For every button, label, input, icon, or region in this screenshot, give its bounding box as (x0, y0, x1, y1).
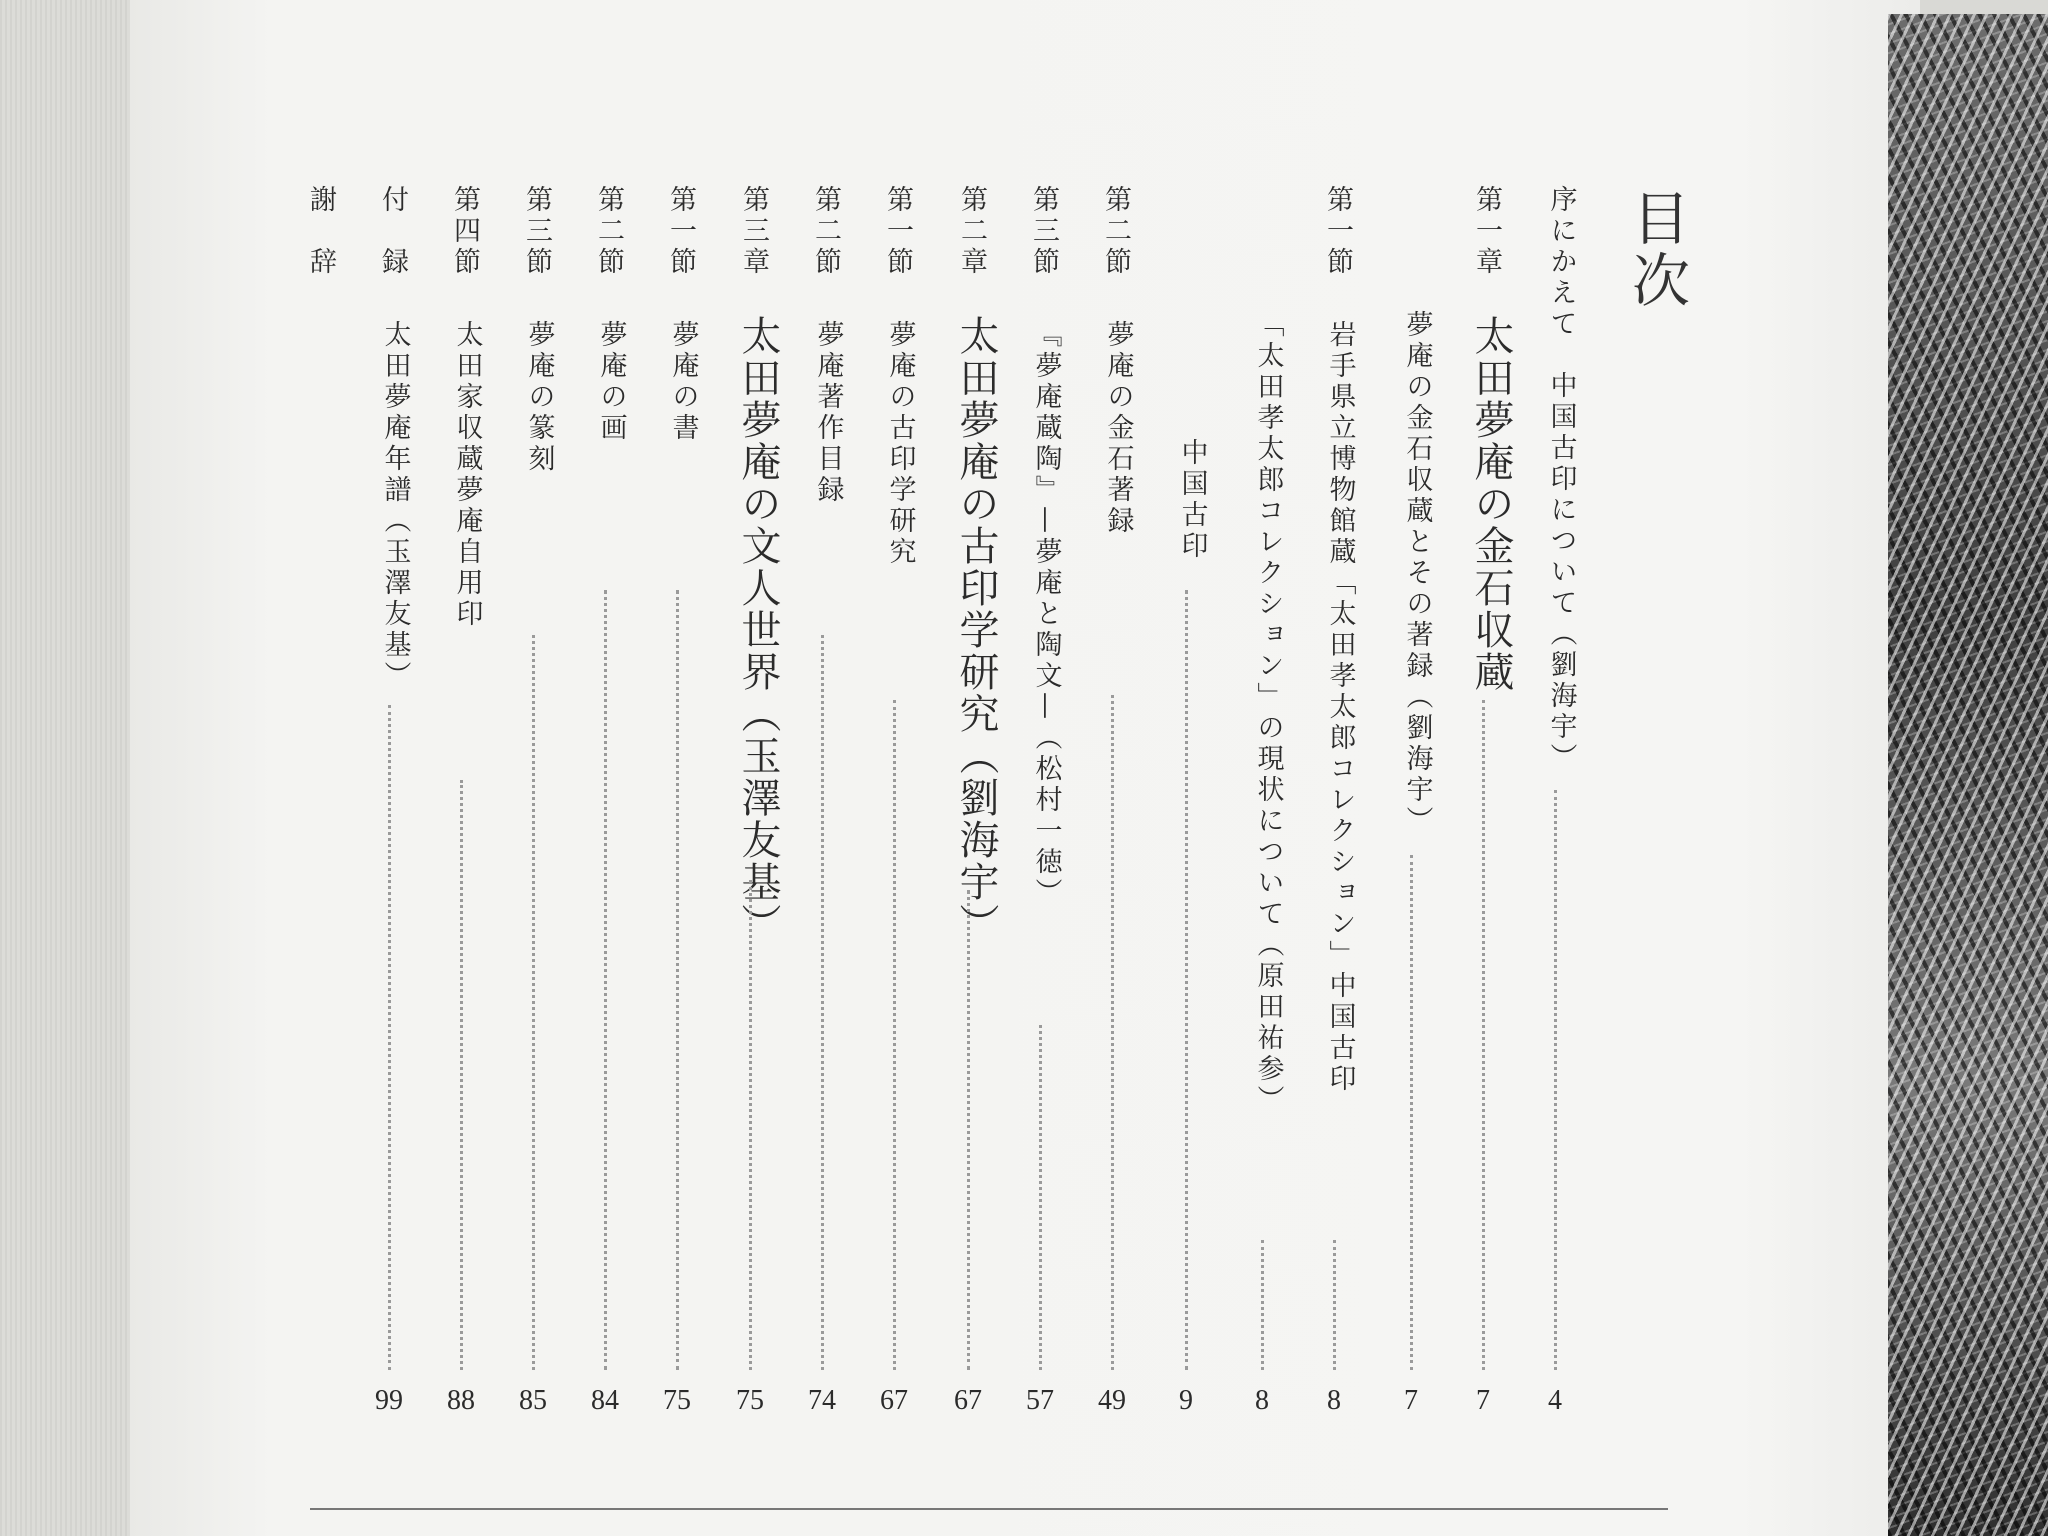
toc-label: 第一節 (882, 185, 913, 278)
toc-entry-text[interactable]: 太田夢庵の金石収蔵 (1468, 315, 1514, 693)
bottom-rule (310, 1508, 1668, 1510)
toc-label: 第四節 (449, 185, 480, 278)
toc-label: 第二節 (1100, 185, 1131, 278)
toc-entry-text[interactable]: 太田夢庵の古印学研究（劉海宇） (953, 315, 999, 945)
toc-label: 第一節 (1322, 185, 1353, 278)
toc-dot-leader (1261, 1240, 1264, 1370)
toc-page-number[interactable]: 67 (954, 1385, 982, 1416)
toc-dot-leader (676, 590, 679, 1370)
toc-dot-leader (1039, 1025, 1042, 1370)
toc-entry-text[interactable]: 夢庵の金石著録 (1102, 320, 1134, 537)
toc-dot-leader (967, 890, 970, 1370)
toc-page-number[interactable]: 49 (1098, 1385, 1126, 1416)
toc-label: 第二節 (810, 185, 841, 278)
toc-entry-text[interactable]: 中国古印 (1176, 438, 1208, 562)
toc-dot-leader (388, 705, 391, 1370)
toc-entry-text[interactable]: 『夢庵蔵陶』—夢庵と陶文—（松村一徳） (1030, 320, 1062, 909)
cloth-background (0, 0, 130, 1536)
toc-page-number[interactable]: 74 (808, 1385, 836, 1416)
toc-entry-text[interactable]: 夢庵の篆刻 (523, 320, 555, 475)
toc-dot-leader (1554, 790, 1557, 1370)
toc-dot-leader (749, 880, 752, 1370)
toc-dot-leader (821, 635, 824, 1370)
toc-dot-leader (460, 780, 463, 1370)
toc-dot-leader (1410, 855, 1413, 1370)
toc-page-number[interactable]: 7 (1404, 1385, 1418, 1416)
toc-dot-leader (604, 590, 607, 1370)
toc-label: 付 録 (377, 185, 408, 278)
toc-entry-text[interactable]: 夢庵の書 (667, 320, 699, 444)
toc-entry-text[interactable]: 夢庵の画 (595, 320, 627, 444)
toc-label: 第三節 (1028, 185, 1059, 278)
toc-page-number[interactable]: 9 (1179, 1385, 1193, 1416)
toc-page-number[interactable]: 8 (1327, 1385, 1341, 1416)
toc-entry-text[interactable]: 太田家収蔵夢庵自用印 (451, 320, 483, 630)
toc-entry-text[interactable]: 序にかえて 中国古印について（劉海宇） (1545, 185, 1577, 774)
toc-page-number[interactable]: 8 (1255, 1385, 1269, 1416)
toc-entry-text[interactable]: 岩手県立博物館蔵「太田孝太郎コレクション」中国古印 (1324, 320, 1356, 1095)
toc-entry-text[interactable]: 「太田孝太郎コレクション」の現状について（原田祐参） (1252, 310, 1284, 1116)
toc-label: 第二節 (593, 185, 624, 278)
toc-entry-text[interactable]: 夢庵の金石収蔵とその著録（劉海宇） (1401, 310, 1433, 837)
facing-page-photo (1888, 14, 2048, 1536)
toc-page-number[interactable]: 75 (663, 1385, 691, 1416)
toc-entry-text[interactable]: 太田夢庵の文人世界（玉澤友基） (735, 315, 781, 945)
toc-entry-text[interactable]: 夢庵著作目録 (812, 320, 844, 506)
page-title: 目次 (1622, 188, 1690, 312)
toc-page-number[interactable]: 85 (519, 1385, 547, 1416)
toc-label: 第三節 (521, 185, 552, 278)
toc-label: 第二章 (956, 185, 987, 278)
toc-label: 謝 辞 (305, 185, 336, 278)
toc-dot-leader (1333, 1240, 1336, 1370)
toc-dot-leader (1185, 590, 1188, 1370)
toc-page-number[interactable]: 88 (447, 1385, 475, 1416)
toc-page-number[interactable]: 7 (1476, 1385, 1490, 1416)
toc-dot-leader (532, 635, 535, 1370)
toc-page-number[interactable]: 57 (1026, 1385, 1054, 1416)
toc-label: 第一章 (1471, 185, 1502, 278)
toc-page-number[interactable]: 84 (591, 1385, 619, 1416)
toc-entry-text[interactable]: 太田夢庵年譜（玉澤友基） (379, 320, 411, 692)
toc-label: 第三章 (738, 185, 769, 278)
toc-dot-leader (1482, 700, 1485, 1370)
toc-page-number[interactable]: 4 (1548, 1385, 1562, 1416)
toc-page-number[interactable]: 75 (736, 1385, 764, 1416)
toc-dot-leader (1111, 695, 1114, 1370)
toc-dot-leader (893, 700, 896, 1370)
toc-page-number[interactable]: 99 (375, 1385, 403, 1416)
toc-page-number[interactable]: 67 (880, 1385, 908, 1416)
toc-label: 第一節 (665, 185, 696, 278)
toc-entry-text[interactable]: 夢庵の古印学研究 (884, 320, 916, 568)
